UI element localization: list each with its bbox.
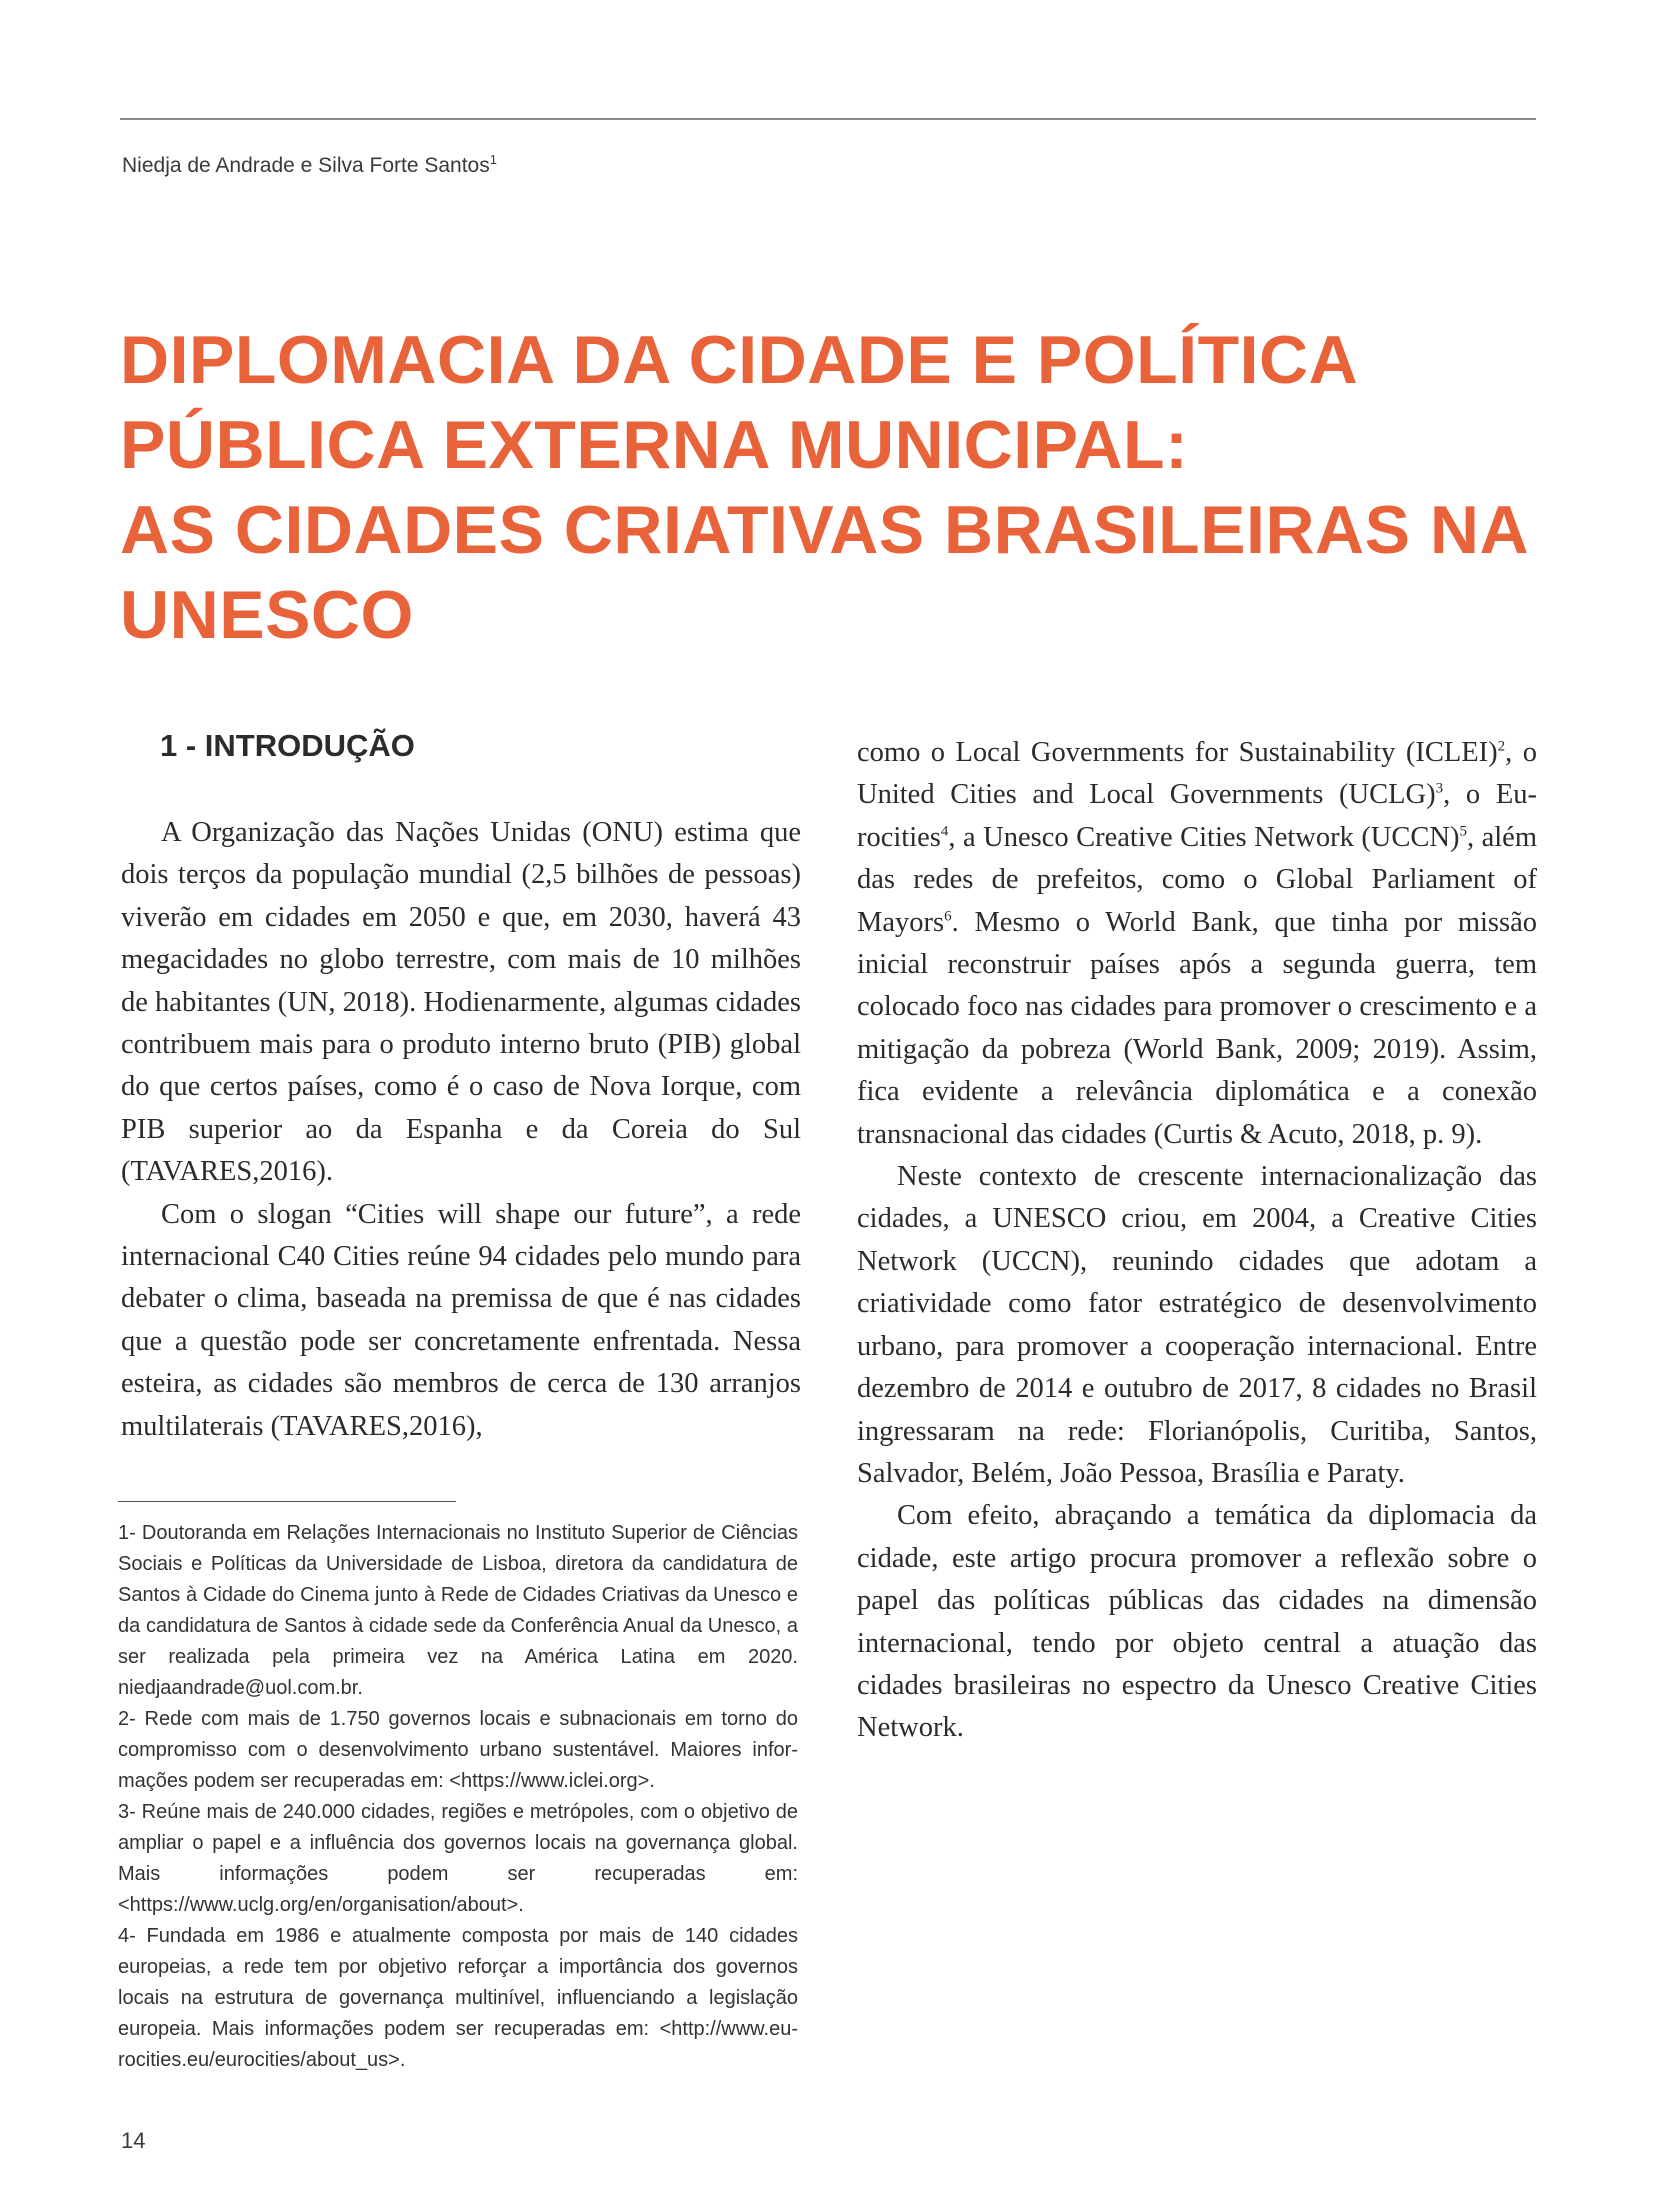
footnote-ref-2[interactable]: 2: [1497, 738, 1506, 755]
footnote-3: 3- Reúne mais de 240.000 cidades, regiões e metrópoles, com o objetivo de ampliar o papel e a influência dos governos locais na governança global. Mais informações podem ser recuperadas em: <https://www.uclg.org/en/organisation/about>.: [118, 1801, 798, 1916]
footnote-2: 2- Rede com mais de 1.750 governos locais e subnacionais em torno do compromisso com o desenvolvimento urbano sustentável. Maiores informações podem ser recuperadas em: <https://www.iclei.org>.: [118, 1708, 798, 1792]
paragraph-3-text-f: . Mesmo o World Bank, que tinha por missão inicial reconstruir países após a segunda guerra, tem colocado foco nas cidades para promover o crescimento e a mitigação da pobreza (World Bank, 2009; 2019). Assim, fica evidente a relevância diplomática e a conexão transnacional das cidades (Curtis & Acuto, 2018, p. 9).: [857, 906, 1537, 1150]
footnote-ref-6[interactable]: 6: [944, 908, 952, 925]
title-line-3: AS CIDADES CRIATIVAS BRASILEIRAS NA: [120, 492, 1530, 568]
page-number: 14: [121, 2128, 146, 2153]
author-footnote-marker[interactable]: 1: [489, 152, 497, 167]
author-name: Niedja de Andrade e Silva Forte Santos: [122, 154, 490, 177]
paragraph-3-text-a: como o Local Governments for Sustainability (ICLEI): [857, 737, 1498, 768]
author-line: [122, 152, 497, 178]
paragraph-3-text-d: , a Unesco Creative Cities Network (UCCN): [948, 821, 1460, 853]
paragraph-3-text-b: , o United Cities and Local Governments (UCLG): [857, 737, 1538, 811]
left-column: [121, 812, 801, 1448]
footnote-1: 1- Doutoranda em Relações Internacionais no Instituto Superior de Ciências Sociais e Políticas da Universidade de Lisboa, diretora da candidatura de Santos à Cidade do Cinema junto à Rede de Cidades Criativas da Unesco e da candidatura de Santos à cidade sede da Conferência Anual da Unesco, a ser realizada pela primeira vez na América Latina em 2020. niedjaandrade@uol.com.br.: [118, 1522, 798, 1699]
footnote-ref-4[interactable]: 4: [940, 823, 949, 840]
footnote-ref-3[interactable]: 3: [1435, 780, 1444, 797]
article-title: [120, 318, 1540, 658]
footnote-ref-5[interactable]: 5: [1459, 823, 1467, 840]
title-line-4: UNESCO: [120, 577, 414, 653]
title-line-2: PÚBLICA EXTERNA MUNICIPAL:: [120, 407, 1189, 483]
header-rule: [120, 118, 1536, 120]
paragraph-5: Com efeito, abraçando a temática da diplomacia da cidade, este artigo procura promover a reflexão sobre o papel das políticas públicas das cidades na dimensão internacional, tendo por objeto central a atuação das cidades brasileiras no espectro da Unesco Creative Cities Network.: [857, 1500, 1537, 1744]
footnotes: [118, 1518, 798, 2076]
paragraph-2: Com o slogan “Cities will shape our future”, a rede internacional C40 Cities reúne 94 cidades pelo mundo para debater o clima, baseada na premissa de que é nas cidades que a questão pode ser concretamente enfrentada. Nessa esteira, as cidades são membros de cerca de 130 arranjos multilaterais (TAVARES,2016),: [121, 1198, 801, 1442]
right-column: [857, 732, 1537, 1750]
footnote-separator: [118, 1501, 456, 1502]
paragraph-3-text-c: , o Eurocities: [857, 779, 1537, 853]
footnote-4: 4- Fundada em 1986 e atualmente composta por mais de 140 cidades europeias, a rede tem por objetivo reforçar a importância dos governos locais na estrutura de governança multinível, influenciando a legislação europeia. Mais informações podem ser recuperadas em: <http://www.eurocities.eu/eurocities/about_us>.: [118, 1925, 798, 2071]
title-line-1: DIPLOMACIA DA CIDADE E POLÍTICA: [120, 322, 1359, 398]
paragraph-1: A Organização das Nações Unidas (ONU) estima que dois terços da população mundial (2,5 bilhões de pessoas) viverão em cidades em 2050 e que, em 2030, haverá 43 megacidades no globo terrestre, com mais de 10 milhões de habitantes (UN, 2018). Hodienarmente, algumas cidades contribuem mais para o produto interno bruto (PIB) global do que certos países, como é o caso de Nova Iorque, com PIB superior ao da Espanha e da Coreia do Sul (TAVARES,2016).: [121, 817, 801, 1188]
paragraph-3: [857, 732, 1537, 1156]
section-heading: 1 - INTRODUÇÃO: [160, 728, 415, 763]
paragraph-3-text-e: , além das redes de prefeitos, como o Global Parliament of Mayors: [857, 821, 1537, 938]
paragraph-4: Neste contexto de crescente internacionalização das cidades, a UNESCO criou, em 2004, a Creative Cities Network (UCCN), reunindo cidades que adotam a criatividade como fator estratégico de desenvolvimento urbano, para promover a cooperação internacional. Entre dezembro de 2014 e outubro de 2017, 8 cidades no Brasil ingressaram na rede: Florianópolis, Curitiba, Santos, Salvador, Belém, João Pessoa, Brasília e Paraty.: [857, 1161, 1537, 1489]
